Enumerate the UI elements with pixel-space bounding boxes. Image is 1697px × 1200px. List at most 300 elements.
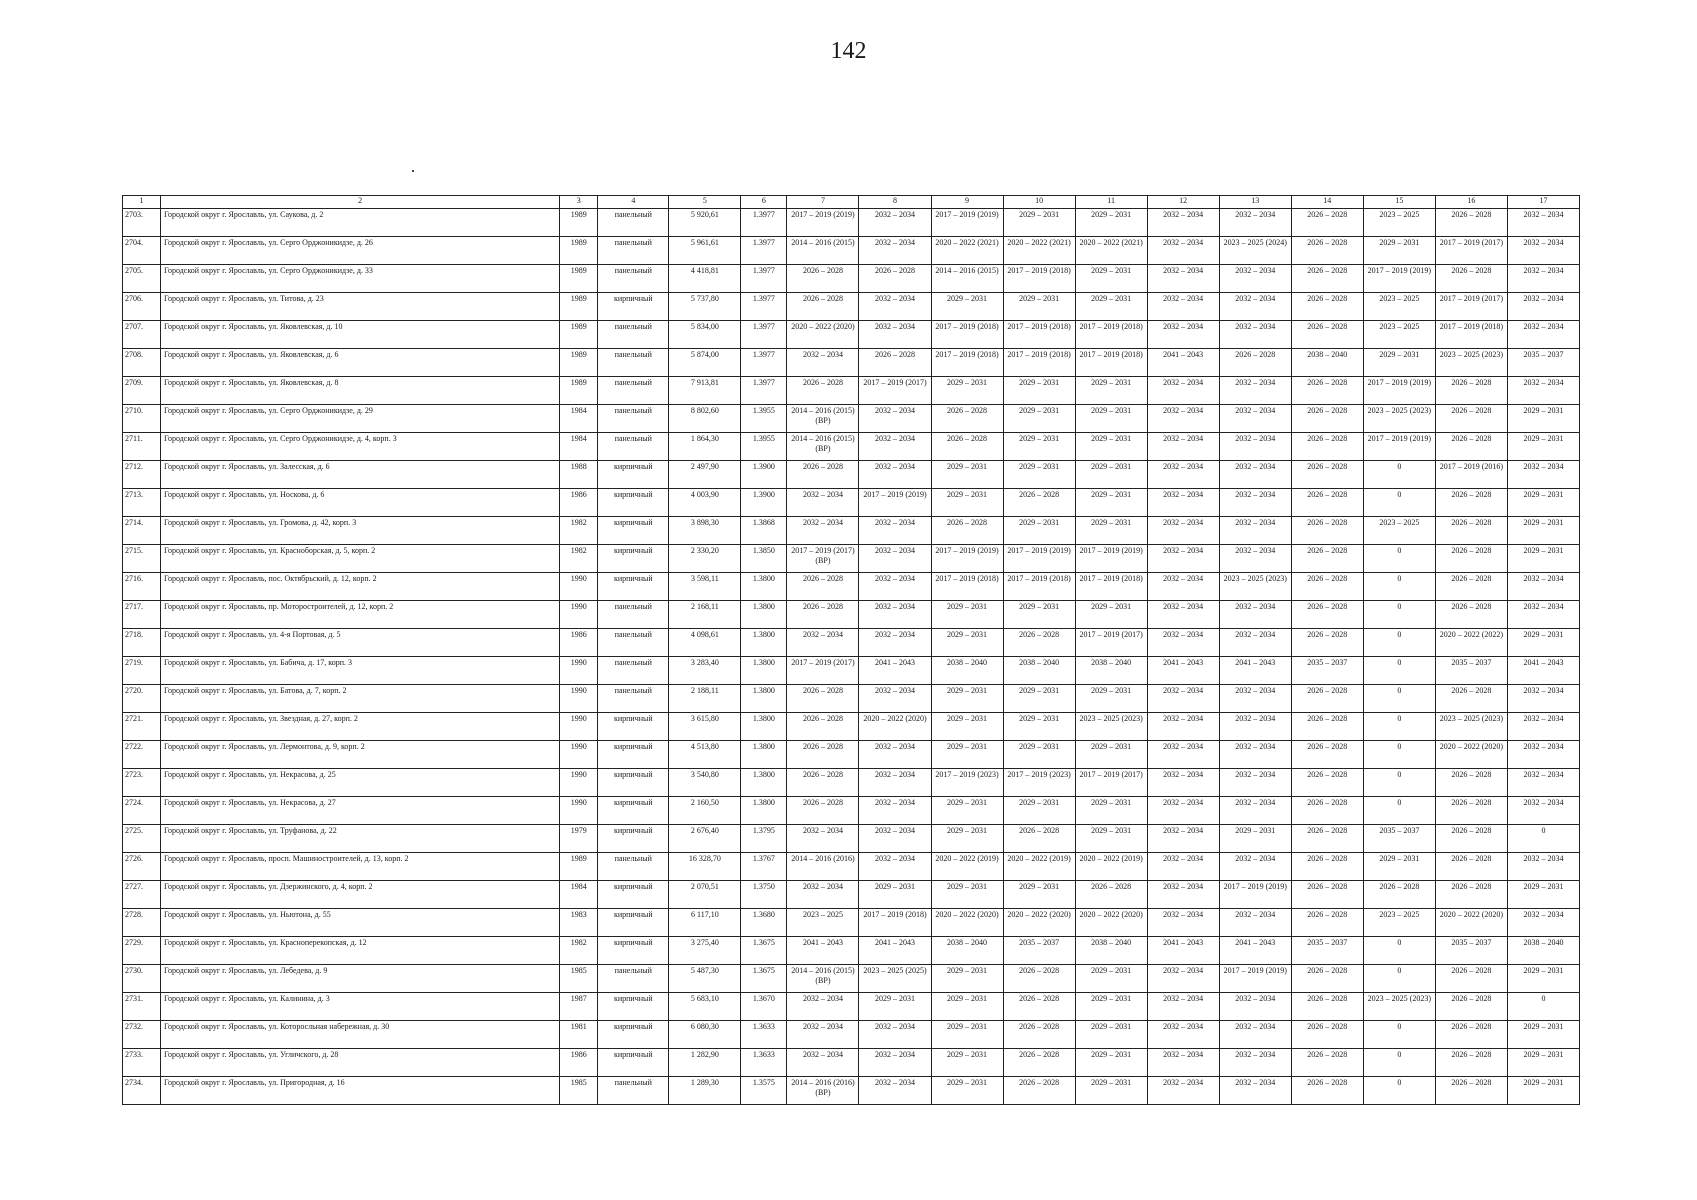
table-cell: 2029 – 2031 bbox=[931, 881, 1003, 909]
table-cell: 2026 – 2028 bbox=[787, 797, 859, 825]
table-cell: 2032 – 2034 bbox=[1147, 741, 1219, 769]
table-row bbox=[123, 517, 1580, 545]
table-cell: панельный bbox=[598, 853, 669, 881]
table-cell: 2032 – 2034 bbox=[787, 1049, 859, 1077]
table-cell: 2716. bbox=[123, 573, 161, 601]
table-cell: 2029 – 2031 bbox=[1507, 881, 1579, 909]
table-cell: 2026 – 2028 bbox=[1435, 405, 1507, 433]
table-cell: 2026 – 2028 bbox=[1291, 545, 1363, 573]
table-cell: Городской округ г. Ярославль, ул. Саукова, д. 2 bbox=[161, 209, 560, 237]
table-cell: 3 283,40 bbox=[669, 657, 741, 685]
table-row bbox=[123, 769, 1580, 797]
table-cell: 2029 – 2031 bbox=[931, 1021, 1003, 1049]
table-cell: 2 497,90 bbox=[669, 461, 741, 489]
table-cell: 2026 – 2028 bbox=[1435, 265, 1507, 293]
table-cell: кирпичный bbox=[598, 797, 669, 825]
page-number: 142 bbox=[830, 38, 867, 64]
table-cell: 2020 – 2022 (2022) bbox=[1435, 629, 1507, 657]
scan-artifact-dot bbox=[412, 170, 414, 172]
table-cell: 1984 bbox=[560, 433, 598, 461]
table-cell: 2026 – 2028 bbox=[1291, 573, 1363, 601]
column-header: 11 bbox=[1075, 196, 1147, 209]
table-cell: 2029 – 2031 bbox=[931, 1049, 1003, 1077]
column-header: 13 bbox=[1219, 196, 1291, 209]
table-cell: 2026 – 2028 bbox=[787, 293, 859, 321]
table-row bbox=[123, 825, 1580, 853]
table-cell: 1.3800 bbox=[741, 573, 787, 601]
table-cell: 2032 – 2034 bbox=[859, 601, 931, 629]
table-cell: 2032 – 2034 bbox=[1147, 1049, 1219, 1077]
table-cell: 1984 bbox=[560, 405, 598, 433]
table-cell: 2029 – 2031 bbox=[1075, 993, 1147, 1021]
table-cell: 2038 – 2040 bbox=[1291, 349, 1363, 377]
table-cell: 2026 – 2028 bbox=[787, 601, 859, 629]
table-cell: 1982 bbox=[560, 517, 598, 545]
table-cell: 1.3680 bbox=[741, 909, 787, 937]
table-cell: 2032 – 2034 bbox=[787, 825, 859, 853]
table-cell: 3 898,30 bbox=[669, 517, 741, 545]
table-cell: 2 070,51 bbox=[669, 881, 741, 909]
table-cell: панельный bbox=[598, 1077, 669, 1105]
table-cell: 2026 – 2028 bbox=[1435, 853, 1507, 881]
column-header: 14 bbox=[1291, 196, 1363, 209]
table-cell: Городской округ г. Ярославль, ул. Лермонтова, д. 9, корп. 2 bbox=[161, 741, 560, 769]
table-cell: 2035 – 2037 bbox=[1435, 937, 1507, 965]
column-header: 4 bbox=[598, 196, 669, 209]
table-cell: 1989 bbox=[560, 349, 598, 377]
table-cell: 2017 – 2019 (2018) bbox=[931, 321, 1003, 349]
table-cell: Городской округ г. Ярославль, ул. Ньютона, д. 55 bbox=[161, 909, 560, 937]
table-cell: 0 bbox=[1363, 545, 1435, 573]
table-cell: 2026 – 2028 bbox=[1003, 1049, 1075, 1077]
table-cell: 2718. bbox=[123, 629, 161, 657]
table-cell: Городской округ г. Ярославль, ул. Угличского, д. 28 bbox=[161, 1049, 560, 1077]
table-cell: 1 282,90 bbox=[669, 1049, 741, 1077]
table-cell: кирпичный bbox=[598, 1049, 669, 1077]
table-row bbox=[123, 657, 1580, 685]
table-cell: 2017 – 2019 (2019) bbox=[1003, 545, 1075, 573]
table-cell: 2026 – 2028 bbox=[1003, 1077, 1075, 1105]
table-cell: 1.3977 bbox=[741, 293, 787, 321]
table-cell: 1.3800 bbox=[741, 601, 787, 629]
table-cell: 1.3800 bbox=[741, 629, 787, 657]
table-cell: 1979 bbox=[560, 825, 598, 853]
table-cell: 2026 – 2028 bbox=[1435, 769, 1507, 797]
table-cell: 2017 – 2019 (2018) bbox=[1003, 573, 1075, 601]
table-cell: 2038 – 2040 bbox=[931, 937, 1003, 965]
table-cell: Городской округ г. Ярославль, ул. Носкова, д. 6 bbox=[161, 489, 560, 517]
table-cell: 2035 – 2037 bbox=[1435, 657, 1507, 685]
table-cell: 2712. bbox=[123, 461, 161, 489]
table-cell: кирпичный bbox=[598, 741, 669, 769]
table-cell: 2032 – 2034 bbox=[859, 741, 931, 769]
table-cell: 1.3633 bbox=[741, 1049, 787, 1077]
table-cell: 0 bbox=[1363, 797, 1435, 825]
table-cell: кирпичный bbox=[598, 545, 669, 573]
table-cell: 0 bbox=[1363, 685, 1435, 713]
table-row bbox=[123, 741, 1580, 769]
table-cell: 2734. bbox=[123, 1077, 161, 1105]
table-cell: 2717. bbox=[123, 601, 161, 629]
table-cell: 4 418,81 bbox=[669, 265, 741, 293]
table-cell: 2032 – 2034 bbox=[1219, 601, 1291, 629]
table-cell: 2032 – 2034 bbox=[1147, 1021, 1219, 1049]
table-cell: 0 bbox=[1363, 741, 1435, 769]
table-cell: 2713. bbox=[123, 489, 161, 517]
table-cell: 2029 – 2031 bbox=[1075, 293, 1147, 321]
table-cell: 2032 – 2034 bbox=[1219, 489, 1291, 517]
table-cell: кирпичный bbox=[598, 489, 669, 517]
table-cell: 2023 – 2025 (2023) bbox=[1075, 713, 1147, 741]
table-cell: Городской округ г. Ярославль, ул. Дзержинского, д. 4, корп. 2 bbox=[161, 881, 560, 909]
table-cell: 2020 – 2022 (2021) bbox=[1075, 237, 1147, 265]
table-cell: 2041 – 2043 bbox=[1147, 657, 1219, 685]
table-row bbox=[123, 573, 1580, 601]
table-cell: 1.3977 bbox=[741, 237, 787, 265]
table-cell: 2041 – 2043 bbox=[859, 657, 931, 685]
table-cell: 1.3800 bbox=[741, 741, 787, 769]
table-cell: 2017 – 2019 (2018) bbox=[1435, 321, 1507, 349]
table-cell: 2032 – 2034 bbox=[1147, 265, 1219, 293]
table-cell: Городской округ г. Ярославль, ул. Некрасова, д. 25 bbox=[161, 769, 560, 797]
table-cell: 2026 – 2028 bbox=[1291, 629, 1363, 657]
table-cell: 1990 bbox=[560, 713, 598, 741]
table-cell: 1989 bbox=[560, 237, 598, 265]
table-cell: кирпичный bbox=[598, 517, 669, 545]
table-cell: 2032 – 2034 bbox=[859, 517, 931, 545]
table-cell: 2032 – 2034 bbox=[1507, 853, 1579, 881]
table-cell: 2032 – 2034 bbox=[1147, 825, 1219, 853]
table-cell: 2032 – 2034 bbox=[1507, 797, 1579, 825]
table-cell: 2026 – 2028 bbox=[1291, 405, 1363, 433]
table-cell: 0 bbox=[1363, 937, 1435, 965]
table-cell: 2029 – 2031 bbox=[1003, 377, 1075, 405]
column-header: 16 bbox=[1435, 196, 1507, 209]
table-cell: панельный bbox=[598, 377, 669, 405]
table-cell: 2023 – 2025 (2023) bbox=[1435, 349, 1507, 377]
table-cell: 2029 – 2031 bbox=[1075, 209, 1147, 237]
table-cell: 2032 – 2034 bbox=[1507, 573, 1579, 601]
table-cell: 2032 – 2034 bbox=[1147, 629, 1219, 657]
table-cell: 2029 – 2031 bbox=[931, 601, 1003, 629]
table-cell: 2032 – 2034 bbox=[1147, 713, 1219, 741]
table-cell: 2026 – 2028 bbox=[1435, 1021, 1507, 1049]
table-cell: 2032 – 2034 bbox=[1219, 461, 1291, 489]
table-cell: 2720. bbox=[123, 685, 161, 713]
table-cell: 2032 – 2034 bbox=[1507, 237, 1579, 265]
table-cell: 0 bbox=[1363, 713, 1435, 741]
table-row bbox=[123, 545, 1580, 573]
table-cell: 1.3800 bbox=[741, 769, 787, 797]
table-cell: 2026 – 2028 bbox=[1291, 433, 1363, 461]
table-cell: 1984 bbox=[560, 881, 598, 909]
table-cell: 1990 bbox=[560, 741, 598, 769]
table-cell: 2032 – 2034 bbox=[859, 573, 931, 601]
table-cell: 2032 – 2034 bbox=[1147, 1077, 1219, 1105]
table-cell: 2032 – 2034 bbox=[1147, 685, 1219, 713]
table-cell: 7 913,81 bbox=[669, 377, 741, 405]
table-cell: Городской округ г. Ярославль, ул. Которосльная набережная, д. 30 bbox=[161, 1021, 560, 1049]
table-cell: 2032 – 2034 bbox=[1507, 209, 1579, 237]
table-cell: 2020 – 2022 (2020) bbox=[859, 713, 931, 741]
table-cell: 2026 – 2028 bbox=[787, 573, 859, 601]
table-cell: 1.3977 bbox=[741, 265, 787, 293]
table-cell: 2026 – 2028 bbox=[1291, 965, 1363, 993]
table-cell: 1.3795 bbox=[741, 825, 787, 853]
table-cell: 2017 – 2019 (2017) bbox=[859, 377, 931, 405]
table-cell: 2032 – 2034 bbox=[859, 545, 931, 573]
table-cell: 0 bbox=[1363, 461, 1435, 489]
table-cell: 5 683,10 bbox=[669, 993, 741, 1021]
table-row bbox=[123, 321, 1580, 349]
table-cell: панельный bbox=[598, 629, 669, 657]
table-cell: 2032 – 2034 bbox=[1219, 1021, 1291, 1049]
table-cell: 2032 – 2034 bbox=[859, 209, 931, 237]
table-cell: 1987 bbox=[560, 993, 598, 1021]
table-cell: панельный bbox=[598, 209, 669, 237]
table-cell: 2017 – 2019 (2019) bbox=[1219, 881, 1291, 909]
table-cell: 2017 – 2019 (2018) bbox=[1003, 321, 1075, 349]
table-cell: 2032 – 2034 bbox=[787, 517, 859, 545]
table-cell: 2029 – 2031 bbox=[1003, 601, 1075, 629]
table-cell: 2032 – 2034 bbox=[1219, 769, 1291, 797]
table-cell: 2029 – 2031 bbox=[1075, 265, 1147, 293]
table-cell: 2029 – 2031 bbox=[1075, 405, 1147, 433]
table-cell: Городской округ г. Ярославль, ул. Красноперекопская, д. 12 bbox=[161, 937, 560, 965]
table-cell: 2032 – 2034 bbox=[859, 293, 931, 321]
table-cell: 2026 – 2028 bbox=[1435, 433, 1507, 461]
table-cell: 2032 – 2034 bbox=[1219, 1049, 1291, 1077]
table-cell: 2721. bbox=[123, 713, 161, 741]
table-cell: 2705. bbox=[123, 265, 161, 293]
table-cell: 1.3977 bbox=[741, 209, 787, 237]
table-cell: 2029 – 2031 bbox=[1003, 517, 1075, 545]
table-cell: 2029 – 2031 bbox=[1003, 209, 1075, 237]
table-cell: 2029 – 2031 bbox=[1507, 405, 1579, 433]
table-cell: 2023 – 2025 bbox=[1363, 209, 1435, 237]
repair-schedule-table bbox=[122, 195, 1580, 1105]
table-cell: 2026 – 2028 bbox=[1435, 1049, 1507, 1077]
table-cell: 2032 – 2034 bbox=[1147, 797, 1219, 825]
table-cell: 2038 – 2040 bbox=[931, 657, 1003, 685]
table-cell: 2032 – 2034 bbox=[1219, 853, 1291, 881]
table-cell: 2038 – 2040 bbox=[1003, 657, 1075, 685]
table-cell: 2029 – 2031 bbox=[931, 797, 1003, 825]
table-cell: 1982 bbox=[560, 937, 598, 965]
table-cell: 2026 – 2028 bbox=[1003, 993, 1075, 1021]
table-cell: 2026 – 2028 bbox=[1435, 517, 1507, 545]
table-row bbox=[123, 377, 1580, 405]
table-cell: 2038 – 2040 bbox=[1075, 937, 1147, 965]
table-cell: 2029 – 2031 bbox=[1507, 629, 1579, 657]
table-cell: 2032 – 2034 bbox=[1147, 573, 1219, 601]
table-cell: 2032 – 2034 bbox=[787, 993, 859, 1021]
table-cell: 2029 – 2031 bbox=[1507, 1049, 1579, 1077]
header-row bbox=[123, 196, 1580, 209]
table-cell: кирпичный bbox=[598, 713, 669, 741]
table-cell: 2026 – 2028 bbox=[1075, 881, 1147, 909]
table-cell: Городской округ г. Ярославль, ул. Лебедева, д. 9 bbox=[161, 965, 560, 993]
table-cell: 2023 – 2025 (2023) bbox=[1363, 405, 1435, 433]
table-cell: 2035 – 2037 bbox=[1363, 825, 1435, 853]
table-cell: 2026 – 2028 bbox=[1291, 1077, 1363, 1105]
table-cell: панельный bbox=[598, 405, 669, 433]
table-cell: 2029 – 2031 bbox=[1507, 545, 1579, 573]
table-cell: 2026 – 2028 bbox=[931, 517, 1003, 545]
table-cell: 2026 – 2028 bbox=[931, 433, 1003, 461]
table-cell: 2035 – 2037 bbox=[1291, 937, 1363, 965]
table-cell: Городской округ г. Ярославль, ул. Громова, д. 42, корп. 3 bbox=[161, 517, 560, 545]
table-cell: 1988 bbox=[560, 461, 598, 489]
table-cell: 2032 – 2034 bbox=[1219, 1077, 1291, 1105]
table-cell: панельный bbox=[598, 657, 669, 685]
table-cell: 2029 – 2031 bbox=[1507, 1077, 1579, 1105]
table-cell: Городской округ г. Ярославль, ул. Серго Орджоникидзе, д. 33 bbox=[161, 265, 560, 293]
table-cell: 1989 bbox=[560, 265, 598, 293]
table-cell: 2707. bbox=[123, 321, 161, 349]
table-cell: 2023 – 2025 bbox=[787, 909, 859, 937]
table-cell: 2029 – 2031 bbox=[1003, 293, 1075, 321]
table-cell: 2029 – 2031 bbox=[1003, 741, 1075, 769]
table-cell: 1 864,30 bbox=[669, 433, 741, 461]
table-cell: 2020 – 2022 (2020) bbox=[1435, 741, 1507, 769]
table-cell: 2029 – 2031 bbox=[931, 629, 1003, 657]
table-cell: 2032 – 2034 bbox=[1147, 433, 1219, 461]
table-cell: 2032 – 2034 bbox=[1147, 965, 1219, 993]
column-header: 7 bbox=[787, 196, 859, 209]
table-cell: 2041 – 2043 bbox=[1507, 657, 1579, 685]
table-cell: 2032 – 2034 bbox=[1219, 545, 1291, 573]
table-cell: кирпичный bbox=[598, 293, 669, 321]
table-cell: 2715. bbox=[123, 545, 161, 573]
table-row bbox=[123, 629, 1580, 657]
table-cell: панельный bbox=[598, 349, 669, 377]
table-cell: 2041 – 2043 bbox=[1147, 937, 1219, 965]
table-cell: Городской округ г. Ярославль, ул. Батова, д. 7, корп. 2 bbox=[161, 685, 560, 713]
table-cell: 0 bbox=[1363, 769, 1435, 797]
table-cell: 2017 – 2019 (2019) bbox=[931, 545, 1003, 573]
table-cell: 2 168,11 bbox=[669, 601, 741, 629]
table-cell: 2026 – 2028 bbox=[1291, 853, 1363, 881]
table-cell: 2032 – 2034 bbox=[1147, 769, 1219, 797]
table-cell: 2026 – 2028 bbox=[1291, 1021, 1363, 1049]
table-cell: 2029 – 2031 bbox=[931, 965, 1003, 993]
table-cell: 2032 – 2034 bbox=[1147, 209, 1219, 237]
table-row bbox=[123, 1021, 1580, 1049]
table-cell: 2026 – 2028 bbox=[1435, 377, 1507, 405]
table-cell: 2029 – 2031 bbox=[931, 293, 1003, 321]
table-cell: Городской округ г. Ярославль, ул. Титова, д. 23 bbox=[161, 293, 560, 321]
table-cell: 2 330,20 bbox=[669, 545, 741, 573]
table-cell: 2026 – 2028 bbox=[787, 685, 859, 713]
table-cell: 2032 – 2034 bbox=[1219, 685, 1291, 713]
table-cell: 2017 – 2019 (2023) bbox=[931, 769, 1003, 797]
table-cell: 2017 – 2019 (2018) bbox=[1075, 321, 1147, 349]
column-header: 12 bbox=[1147, 196, 1219, 209]
table-cell: кирпичный bbox=[598, 937, 669, 965]
table-cell: 2029 – 2031 bbox=[1003, 405, 1075, 433]
table-cell: 2026 – 2028 bbox=[1435, 993, 1507, 1021]
table-cell: кирпичный bbox=[598, 993, 669, 1021]
table-cell: панельный bbox=[598, 265, 669, 293]
table-row bbox=[123, 713, 1580, 741]
table-cell: 2020 – 2022 (2019) bbox=[931, 853, 1003, 881]
table-cell: 1989 bbox=[560, 209, 598, 237]
table-cell: кирпичный bbox=[598, 881, 669, 909]
table-cell: 1.3800 bbox=[741, 657, 787, 685]
table-cell: 2032 – 2034 bbox=[1219, 265, 1291, 293]
table-cell: 2029 – 2031 bbox=[1075, 517, 1147, 545]
table-cell: 2026 – 2028 bbox=[1291, 741, 1363, 769]
table-row bbox=[123, 797, 1580, 825]
column-header: 15 bbox=[1363, 196, 1435, 209]
table-cell: кирпичный bbox=[598, 909, 669, 937]
table-cell: 2026 – 2028 bbox=[1291, 797, 1363, 825]
table-cell: 1982 bbox=[560, 545, 598, 573]
table-cell: 2032 – 2034 bbox=[859, 433, 931, 461]
table-row bbox=[123, 1049, 1580, 1077]
table-cell: 2029 – 2031 bbox=[1075, 685, 1147, 713]
table-cell: 2023 – 2025 bbox=[1363, 321, 1435, 349]
table-cell: 2032 – 2034 bbox=[1219, 293, 1291, 321]
table-cell: 2032 – 2034 bbox=[1219, 405, 1291, 433]
table-cell: 2032 – 2034 bbox=[1147, 545, 1219, 573]
column-header: 5 bbox=[669, 196, 741, 209]
table-cell: 2026 – 2028 bbox=[1435, 881, 1507, 909]
table-cell: 2029 – 2031 bbox=[1075, 601, 1147, 629]
table-cell: 2032 – 2034 bbox=[859, 321, 931, 349]
table-cell: 3 275,40 bbox=[669, 937, 741, 965]
table-cell: 2032 – 2034 bbox=[1147, 881, 1219, 909]
table-cell: 2032 – 2034 bbox=[1507, 909, 1579, 937]
table-cell: 2710. bbox=[123, 405, 161, 433]
table-row bbox=[123, 965, 1580, 993]
table-cell: 1.3750 bbox=[741, 881, 787, 909]
table-cell: 2029 – 2031 bbox=[931, 377, 1003, 405]
table-cell: 2026 – 2028 bbox=[787, 769, 859, 797]
table-cell: 1990 bbox=[560, 657, 598, 685]
table-cell: 2029 – 2031 bbox=[1075, 377, 1147, 405]
table-cell: 1989 bbox=[560, 377, 598, 405]
column-header: 2 bbox=[161, 196, 560, 209]
table-cell: 2032 – 2034 bbox=[859, 685, 931, 713]
table-cell: 2017 – 2019 (2016) bbox=[1435, 461, 1507, 489]
table-cell: Городской округ г. Ярославль, ул. Красноборская, д. 5, корп. 2 bbox=[161, 545, 560, 573]
table-cell: 2032 – 2034 bbox=[1507, 377, 1579, 405]
table-cell: 5 920,61 bbox=[669, 209, 741, 237]
table-row bbox=[123, 881, 1580, 909]
table-cell: Городской округ г. Ярославль, ул. 4-я Портовая, д. 5 bbox=[161, 629, 560, 657]
table-cell: 2020 – 2022 (2021) bbox=[931, 237, 1003, 265]
table-cell: 1.3955 bbox=[741, 405, 787, 433]
table-cell: 2026 – 2028 bbox=[1435, 965, 1507, 993]
table-cell: 2026 – 2028 bbox=[787, 377, 859, 405]
table-cell: 2032 – 2034 bbox=[1507, 461, 1579, 489]
table-cell: 2014 – 2016 (2016) (ВР) bbox=[787, 1077, 859, 1105]
column-header: 8 bbox=[859, 196, 931, 209]
table-cell: Городской округ г. Ярославль, просп. Машиностроителей, д. 13, корп. 2 bbox=[161, 853, 560, 881]
table-cell: 0 bbox=[1507, 993, 1579, 1021]
table-cell: 2029 – 2031 bbox=[931, 825, 1003, 853]
table-row bbox=[123, 433, 1580, 461]
table-cell: 2026 – 2028 bbox=[931, 405, 1003, 433]
table-cell: 2032 – 2034 bbox=[1507, 293, 1579, 321]
table-cell: 1.3955 bbox=[741, 433, 787, 461]
table-cell: 2029 – 2031 bbox=[1507, 517, 1579, 545]
table-cell: 2020 – 2022 (2020) bbox=[1435, 909, 1507, 937]
table-row bbox=[123, 601, 1580, 629]
table-cell: 2041 – 2043 bbox=[1147, 349, 1219, 377]
